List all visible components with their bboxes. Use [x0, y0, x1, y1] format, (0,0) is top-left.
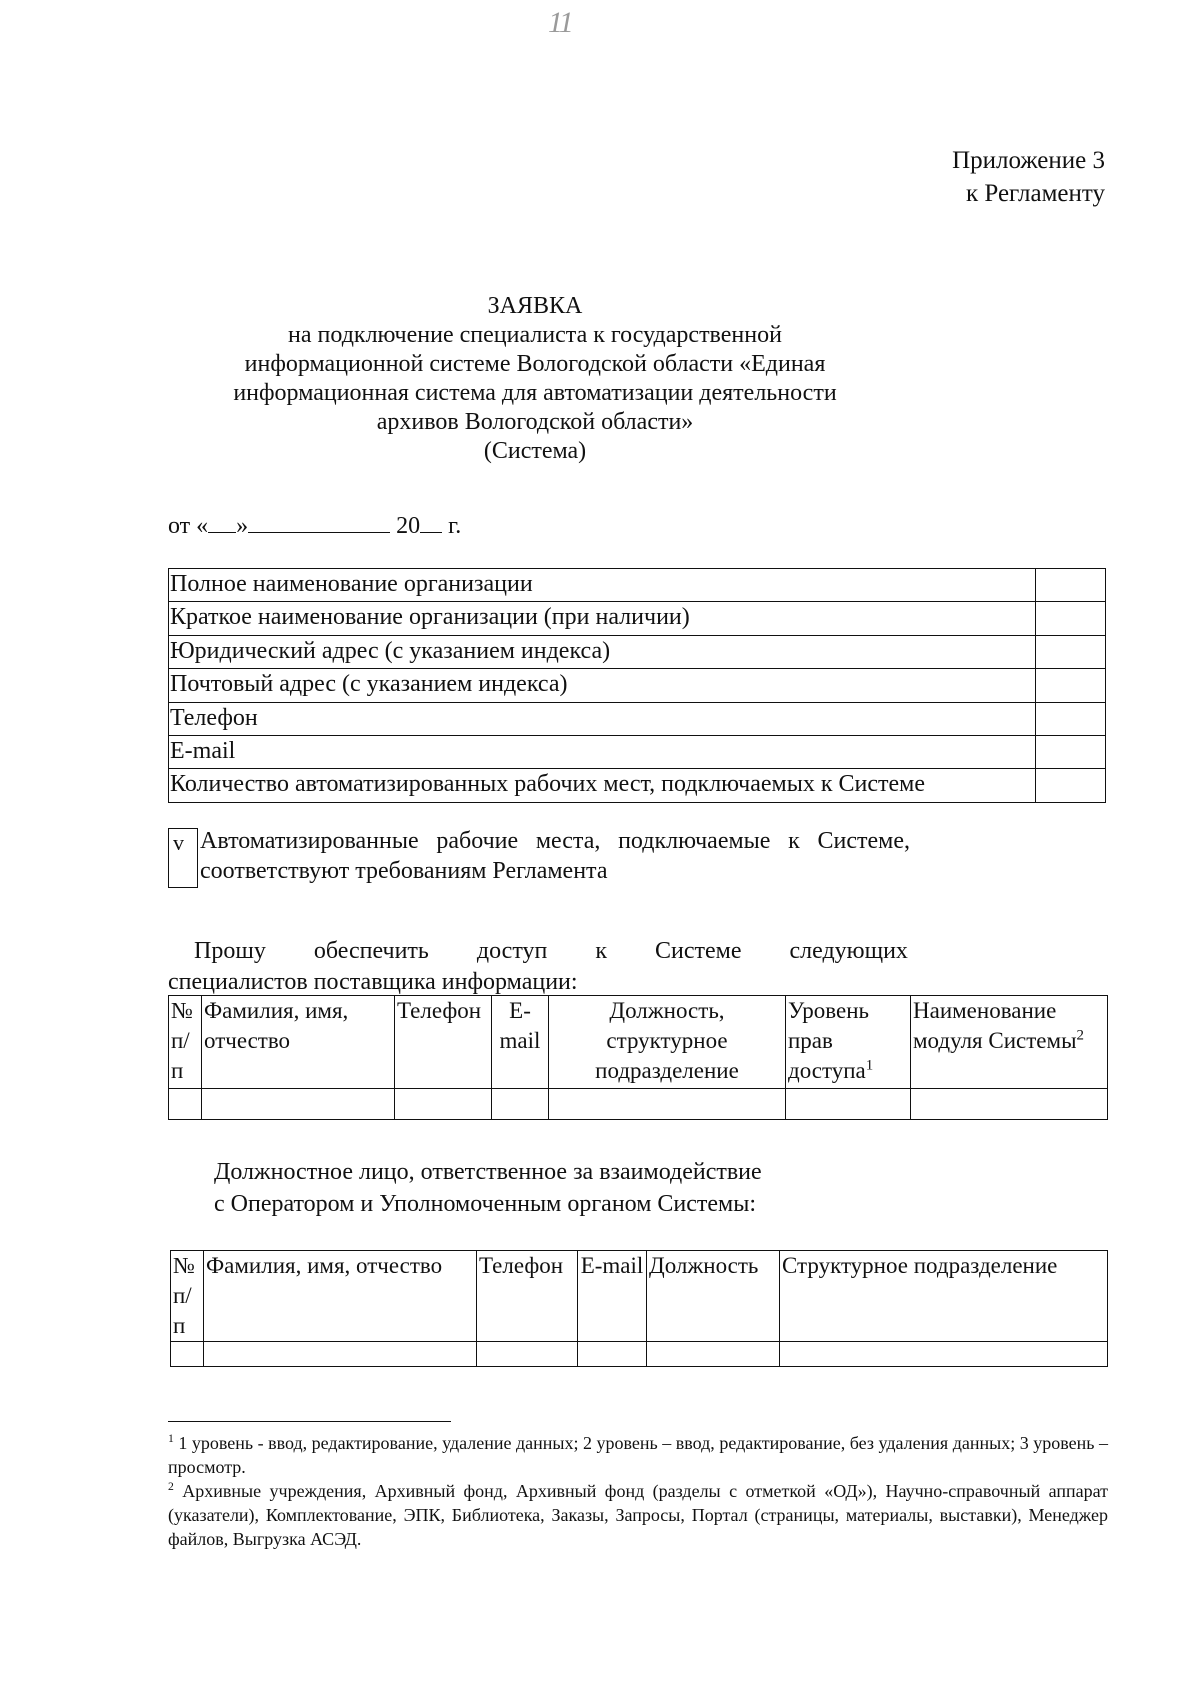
specialists-table	[168, 995, 1108, 1120]
request-word: Прошу	[194, 938, 266, 964]
date-line	[168, 513, 461, 540]
org-full-name-label: Полное наименование организации	[169, 569, 1036, 602]
cell-access-level[interactable]	[786, 1089, 911, 1120]
footnote-ref-2: 2	[1076, 1027, 1084, 1044]
title-heading: ЗАЯВКА	[487, 293, 583, 319]
table-row	[169, 635, 1106, 668]
col-email-header: E-mail	[578, 1251, 647, 1342]
postal-address-label: Почтовый адрес (с указанием индекса)	[169, 669, 1036, 702]
title-line-4: архивов Вологодской области»	[376, 409, 694, 435]
title-line-2: информационной системе Вологодской области «Единая	[244, 351, 826, 377]
col-phone-header: Телефон	[395, 996, 492, 1089]
day-blank	[208, 514, 236, 533]
footnote-1-text: 1 уровень - ввод, редактирование, удаление данных; 2 уровень – ввод, редактирование, без удаления данных; 3 уровень – просмотр.	[168, 1433, 1108, 1477]
appendix-reference	[952, 144, 1105, 210]
cell-unit[interactable]	[780, 1342, 1108, 1367]
date-suffix: г.	[448, 513, 462, 539]
org-short-name-label: Краткое наименование организации (при наличии)	[169, 602, 1036, 635]
col-position-header: Должность	[647, 1251, 780, 1342]
table-row	[169, 769, 1106, 802]
col-fio-header: Фамилия, имя, отчество	[202, 996, 395, 1089]
requirements-checkbox-label: Автоматизированные рабочие места, подключаемые к Системе, соответствуют требованиям Регламента	[200, 828, 910, 884]
table-header-row	[169, 996, 1108, 1089]
date-year: 20	[396, 513, 421, 539]
cell-email[interactable]	[578, 1342, 647, 1367]
table-row	[169, 602, 1106, 635]
table-header-row	[171, 1251, 1108, 1342]
official-line-1: Должностное лицо, ответственное за взаимодействие	[214, 1159, 762, 1185]
access-request-text	[168, 936, 908, 998]
request-word: доступ	[476, 938, 548, 964]
access-level-label: Уровень прав доступа	[788, 998, 869, 1083]
col-access-level-header	[786, 996, 911, 1089]
requirements-checkbox[interactable]	[168, 828, 198, 888]
phone-value[interactable]	[1036, 702, 1106, 735]
request-word: следующих	[789, 938, 908, 964]
month-blank	[248, 514, 390, 533]
footnote-separator	[168, 1421, 451, 1422]
request-line-1	[168, 936, 908, 967]
cell-phone[interactable]	[395, 1089, 492, 1120]
cell-fio[interactable]	[202, 1089, 395, 1120]
request-word: обеспечить	[313, 938, 429, 964]
col-unit-header: Структурное подразделение	[780, 1251, 1108, 1342]
workstations-count-value[interactable]	[1036, 769, 1106, 802]
title-line-5: (Система)	[483, 438, 587, 464]
footnotes	[168, 1431, 1108, 1551]
official-table	[170, 1250, 1108, 1367]
footnote-1-mark: 1	[168, 1432, 174, 1445]
footnote-ref-1: 1	[865, 1057, 874, 1074]
footnote-2-mark: 2	[168, 1480, 174, 1493]
responsible-official-text	[214, 1156, 762, 1220]
document-title	[140, 292, 930, 466]
col-position-header: Должность, структурное подразделение	[549, 996, 786, 1089]
cell-email[interactable]	[492, 1089, 549, 1120]
official-line-2: с Оператором и Уполномоченным органом Системы:	[214, 1191, 757, 1217]
footnote-2-text: Архивные учреждения, Архивный фонд, Архивный фонд (разделы с отметкой «ОД»), Научно-справочный аппарат (указатели), Комплектование, ЭПК, Библиотека, Заказы, Запросы, Портал (страницы, материалы, выставки), Менеджер файлов, Выгрузка АСЭД.	[168, 1481, 1109, 1549]
org-short-name-value[interactable]	[1036, 602, 1106, 635]
org-full-name-value[interactable]	[1036, 569, 1106, 602]
organization-table	[168, 568, 1106, 803]
checkmark-icon: v	[173, 830, 184, 855]
postal-address-value[interactable]	[1036, 669, 1106, 702]
table-row	[169, 702, 1106, 735]
request-word: Системе	[655, 938, 742, 964]
col-num-header: № п/п	[171, 1251, 204, 1342]
email-label: E-mail	[169, 735, 1036, 768]
title-line-3: информационная система для автоматизации деятельности	[233, 380, 837, 406]
col-module-header	[911, 996, 1108, 1089]
cell-module[interactable]	[911, 1089, 1108, 1120]
cell-fio[interactable]	[204, 1342, 477, 1367]
cell-phone[interactable]	[477, 1342, 578, 1367]
title-line-1: на подключение специалиста к государственной	[288, 322, 782, 348]
date-mid: »	[236, 513, 249, 539]
module-label: Наименование модуля Системы	[913, 998, 1077, 1053]
table-row	[169, 669, 1106, 702]
cell-num[interactable]	[171, 1342, 204, 1367]
email-value[interactable]	[1036, 735, 1106, 768]
footnote-1	[168, 1431, 1108, 1479]
cell-position[interactable]	[549, 1089, 786, 1120]
appendix-line-1: Приложение 3	[952, 147, 1105, 174]
phone-label: Телефон	[169, 702, 1036, 735]
request-line-2: специалистов поставщика информации:	[168, 969, 578, 995]
col-phone-header: Телефон	[477, 1251, 578, 1342]
date-prefix: от «	[168, 513, 209, 539]
legal-address-value[interactable]	[1036, 635, 1106, 668]
col-num-header: № п/п	[169, 996, 202, 1089]
cell-position[interactable]	[647, 1342, 780, 1367]
col-fio-header: Фамилия, имя, отчество	[204, 1251, 477, 1342]
request-word: к	[595, 938, 608, 964]
table-row	[169, 569, 1106, 602]
table-row	[169, 1089, 1108, 1120]
year-blank	[420, 514, 442, 533]
appendix-line-2: к Регламенту	[965, 180, 1105, 207]
footnote-2	[168, 1479, 1108, 1551]
cell-num[interactable]	[169, 1089, 202, 1120]
handwritten-page-number: 11	[548, 6, 572, 39]
table-row	[169, 735, 1106, 768]
col-email-header: E-mail	[492, 996, 549, 1089]
table-row	[171, 1342, 1108, 1367]
legal-address-label: Юридический адрес (с указанием индекса)	[169, 635, 1036, 668]
workstations-count-label: Количество автоматизированных рабочих мест, подключаемых к Системе	[169, 769, 1036, 802]
